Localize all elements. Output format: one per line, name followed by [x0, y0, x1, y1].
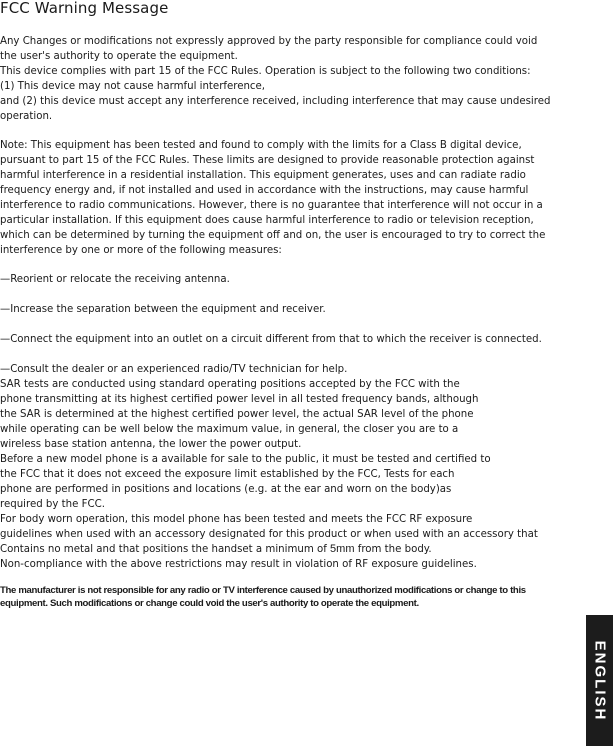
sar-paragraph	[0, 362, 580, 572]
text-line: This device complies with part 15 of the FCC Rules. Operation is subject to the following two conditions:	[0, 66, 531, 77]
text-line: operation.	[0, 111, 53, 122]
text-line: For body worn operation, this model phone has been tested and meets the FCC RF exposure	[0, 514, 473, 525]
text-line: while operating can be well below the maximum value, in general, the closer you are to a	[0, 424, 459, 435]
note-paragraph	[0, 138, 580, 258]
text-line: pursuant to part 15 of the FCC Rules. These limits are designed to provide reasonable protection against	[0, 155, 535, 166]
text-line: frequency energy and, if not installed and used in accordance with the instructions, may cause harmful	[0, 185, 529, 196]
text-line: Before a new model phone is a available for sale to the public, it must be tested and certified to	[0, 454, 491, 465]
text-line: phone transmitting at its highest certified power level in all tested frequency bands, although	[0, 394, 479, 405]
disclaimer-line: The manufacturer is not responsible for any radio or TV interference caused by unauthorized modifications or change to this	[0, 585, 526, 596]
language-tab	[586, 615, 613, 746]
text-line: SAR tests are conducted using standard operating positions accepted by the FCC with the	[0, 379, 460, 390]
distance-line	[0, 542, 580, 557]
manufacturer-disclaimer	[0, 584, 590, 610]
text-line: particular installation. If this equipment does cause harmful interference to radio or television reception,	[0, 215, 534, 226]
text-line: interference by one or more of the following measures:	[0, 245, 282, 256]
fcc-compliance-paragraph	[0, 34, 580, 124]
text-line: the user's authority to operate the equipment.	[0, 51, 238, 62]
text-line: and (2) this device must accept any interference received, including interference that may cause undesired	[0, 96, 551, 107]
language-tab-label: ENGLISH	[591, 640, 608, 721]
text-line: Non-compliance with the above restrictions may result in violation of RF exposure guidelines.	[0, 559, 477, 570]
disclaimer-line: equipment. Such modifications or change could void the user's authority to operate the equipment.	[0, 598, 419, 609]
text-line: guidelines when used with an accessory designated for this product or when used with an accessory that	[0, 529, 538, 540]
text-line: the SAR is determined at the highest certified power level, the actual SAR level of the phone	[0, 409, 474, 420]
text-line: interference to radio communications. However, there is no guarantee that interference will not occur in a	[0, 200, 543, 211]
measure-item: —Reorient or relocate the receiving antenna.	[0, 274, 230, 285]
text-line: required by the FCC.	[0, 499, 105, 510]
text-line: which can be determined by turning the equipment off and on, the user is encouraged to try to correct the	[0, 230, 546, 241]
distance-text-after: from the body.	[354, 544, 432, 555]
measure-item: —Increase the separation between the equipment and receiver.	[0, 304, 326, 315]
text-line: Any Changes or modifications not expressly approved by the party responsible for compliance could void	[0, 36, 538, 47]
text-line: the FCC that it does not exceed the exposure limit established by the FCC, Tests for each	[0, 469, 455, 480]
text-line: wireless base station antenna, the lower the power output.	[0, 439, 302, 450]
distance-value: 5mm	[330, 543, 355, 555]
text-line: —Consult the dealer or an experienced radio/TV technician for help.	[0, 364, 348, 375]
page-title: FCC Warning Message	[0, 0, 169, 17]
text-line: phone are performed in positions and locations (e.g. at the ear and worn on the body)as	[0, 484, 452, 495]
measure-item: —Connect the equipment into an outlet on a circuit different from that to which the receiver is connected.	[0, 334, 542, 345]
text-line: harmful interference in a residential installation. This equipment generates, uses and can radiate radio	[0, 170, 526, 181]
text-line: Note: This equipment has been tested and found to comply with the limits for a Class B digital device,	[0, 140, 522, 151]
document-body	[0, 34, 580, 572]
distance-text-before: Contains no metal and that positions the handset a minimum of	[0, 544, 331, 555]
text-line: (1) This device may not cause harmful interference,	[0, 81, 266, 92]
